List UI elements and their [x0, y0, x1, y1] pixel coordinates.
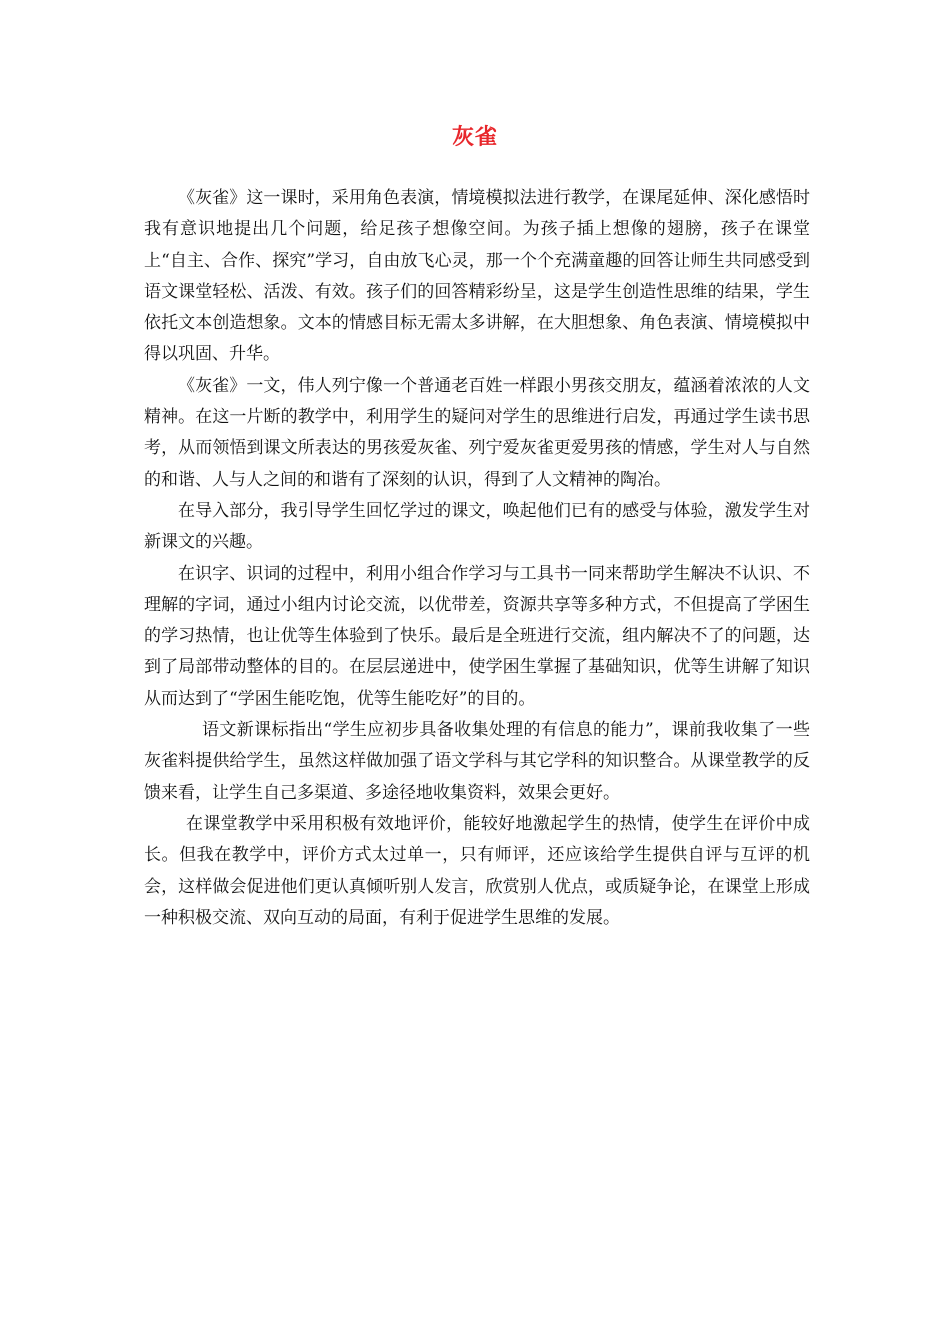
paragraph-5: 语文新课标指出“学生应初步具备收集处理的有信息的能力”，课前我收集了一些灰雀料提供给学生，虽然这样做加强了语文学科与其它学科的知识整合。从课堂教学的反馈来看，让学生自己多渠道、多途径地收集资料，效果会更好。: [144, 720, 810, 803]
paragraph-6: 在课堂教学中采用积极有效地评价，能较好地激起学生的热情，使学生在评价中成长。但我在教学中，评价方式太过单一，只有师评，还应该给学生提供自评与互评的机会，这样做会促进他们更认真倾听别人发言，欣赏别人优点，或质疑争论，在课堂上形成一种积极交流、双向互动的局面，有利于促进学生思维的发展。: [144, 813, 810, 928]
document-title: 灰雀: [451, 124, 498, 150]
paragraph-4: 在识字、识词的过程中，利用小组合作学习与工具书一同来帮助学生解决不认识、不理解的字词，通过小组内讨论交流，以优带差，资源共享等多种方式，不但提高了学困生的学习热情，也让优等生体验到了快乐。最后是全班进行交流，组内解决不了的问题，达到了局部带动整体的目的。在层层递进中，使学困生掌握了基础知识，优等生讲解了知识从而达到了“学困生能吃饱，优等生能吃好”的目的。: [144, 563, 810, 709]
document-body: [144, 183, 810, 934]
paragraph-1: 《灰雀》这一课时，采用角色表演，情境模拟法进行教学，在课尾延伸、深化感悟时我有意识地提出几个问题，给足孩子想像空间。为孩子插上想像的翅膀，孩子在课堂上“自主、合作、探究”学习，自由放飞心灵，那一个个充满童趣的回答让师生共同感受到语文课堂轻松、活泼、有效。孩子们的回答精彩纷呈，这是学生创造性思维的结果，学生依托文本创造想象。文本的情感目标无需太多讲解，在大胆想象、角色表演、情境模拟中得以巩固、升华。: [144, 188, 810, 365]
paragraph-2: 《灰雀》一文，伟人列宁像一个普通老百姓一样跟小男孩交朋友，蕴涵着浓浓的人文精神。在这一片断的教学中，利用学生的疑问对学生的思维进行启发，再通过学生读书思考，从而领悟到课文所表达的男孩爱灰雀、列宁爱灰雀更爱男孩的情感，学生对人与自然的和谐、人与人之间的和谐有了深刻的认识，得到了人文精神的陶冶。: [144, 375, 810, 490]
paragraph-3: 在导入部分，我引导学生回忆学过的课文，唤起他们已有的感受与体验，激发学生对新课文的兴趣。: [144, 500, 810, 553]
